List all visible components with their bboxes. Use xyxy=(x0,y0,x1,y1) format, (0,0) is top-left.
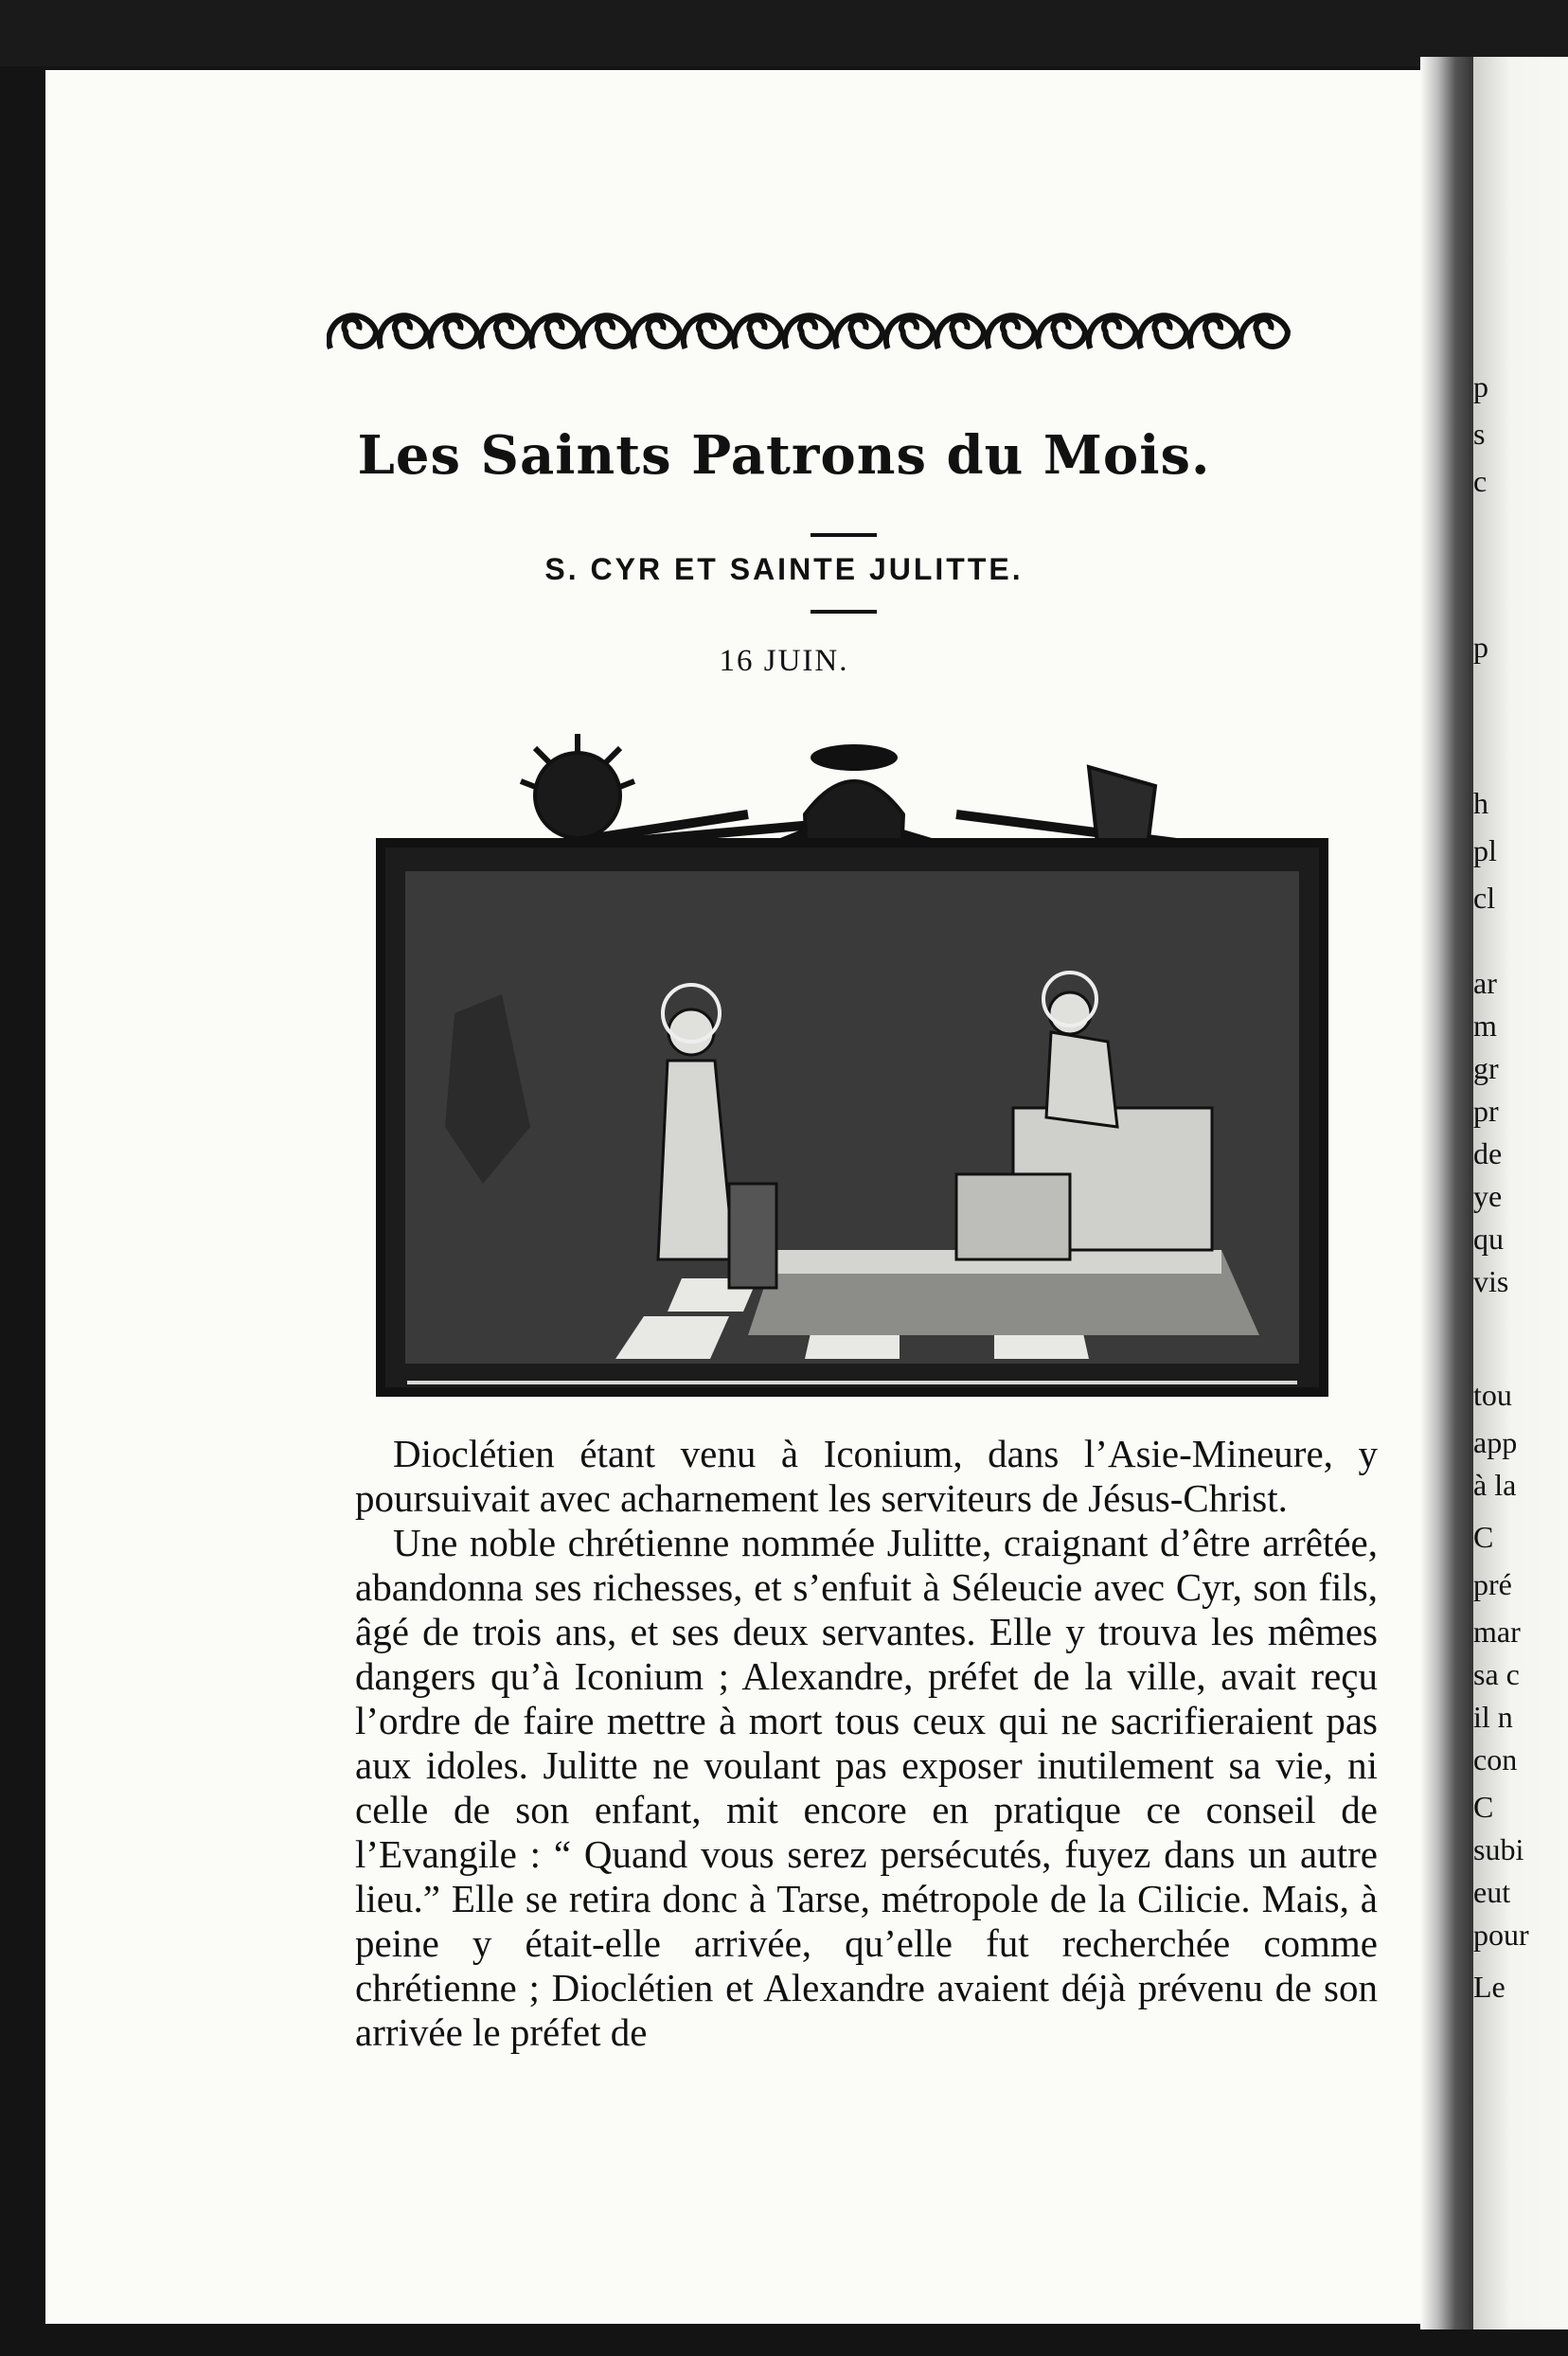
saint-name-heading: S. CYR ET SAINTE JULITTE. xyxy=(544,552,1024,586)
martyrdom-engraving xyxy=(369,729,1335,1411)
facing-page-text-fragment: sa c xyxy=(1473,1657,1520,1691)
facing-page-text-fragment: C xyxy=(1473,1790,1494,1824)
wave-ornament-icon xyxy=(327,286,1330,377)
paragraph: Une noble chrétienne nommée Julitte, craignant d’être arrêtée, abandonna ses richesses, et s’enfuit à Séleucie avec Cyr, son fils, âgé de trois ans, et ses deux servantes. Elle y trouva les mêmes dangers qu’à Iconium ; Alexandre, préfet de la ville, avait reçu l’ordre de faire mettre à mort tous ceux qui ne sacrifieraient pas aux idoles. Julitte ne voulant pas exposer inutilement sa vie, ni celle de son enfant, mit encore en pratique ce conseil de l’Evangile : “ Quand vous serez persécutés, fuyez dans un autre lieu.” Elle se retira donc à Tarse, métropole de la Cilicie. Mais, à peine y était-elle arrivée, qu’elle fut recherchée comme chrétienne ; Dioclétien et Alexandre avaient déjà prévenu de son arrivée le préfet de xyxy=(355,1521,1378,2054)
facing-page-text-fragment: c xyxy=(1473,464,1488,498)
facing-page-text-fragment: pl xyxy=(1473,833,1497,867)
divider xyxy=(811,533,877,537)
article-body xyxy=(355,1432,1378,2055)
divider xyxy=(811,610,877,614)
facing-page-text-fragment: p xyxy=(1473,630,1488,664)
facing-page-text-fragment: con xyxy=(1473,1742,1518,1776)
facing-page-text-fragment: pour xyxy=(1473,1918,1529,1952)
facing-page-text-fragment: pr xyxy=(1473,1094,1499,1128)
facing-page-text-fragment: s xyxy=(1473,417,1486,451)
page-title: Les Saints Patrons du Mois. xyxy=(357,424,1211,487)
facing-page-text-fragment: Le xyxy=(1473,1970,1506,2004)
facing-page-text-fragment: C xyxy=(1473,1520,1494,1554)
facing-page xyxy=(1473,57,1568,2329)
facing-page-text-fragment: p xyxy=(1473,369,1488,403)
facing-page-text-fragment: à la xyxy=(1473,1468,1517,1502)
facing-page-text-fragment: gr xyxy=(1473,1051,1499,1085)
facing-page-text-fragment: il n xyxy=(1473,1700,1513,1734)
facing-page-text-fragment: ye xyxy=(1473,1179,1503,1213)
facing-page-text-fragment: app xyxy=(1473,1425,1518,1459)
facing-page-text-fragment: cl xyxy=(1473,881,1496,915)
facing-page-text-fragment: eut xyxy=(1473,1875,1511,1909)
facing-page-text-fragment: pré xyxy=(1473,1567,1512,1601)
facing-page-text-fragment: vis xyxy=(1473,1264,1509,1298)
scan-border xyxy=(0,0,1568,66)
facing-page-text-fragment: qu xyxy=(1473,1222,1504,1256)
book-gutter xyxy=(1420,57,1479,2329)
facing-page-text-fragment: m xyxy=(1473,1008,1497,1043)
facing-page-text-fragment: tou xyxy=(1473,1378,1512,1412)
facing-page-text-fragment: subi xyxy=(1473,1832,1524,1866)
paragraph: Dioclétien étant venu à Iconium, dans l’Asie-Mineure, y poursuivait avec acharnement les serviteurs de Jésus-Christ. xyxy=(355,1432,1378,1520)
facing-page-text-fragment: h xyxy=(1473,786,1488,820)
facing-page-text-fragment: ar xyxy=(1473,966,1497,1000)
facing-page-text-fragment: mar xyxy=(1473,1615,1521,1649)
facing-page-text-fragment: de xyxy=(1473,1136,1503,1170)
feast-date: 16 JUIN. xyxy=(719,644,849,678)
